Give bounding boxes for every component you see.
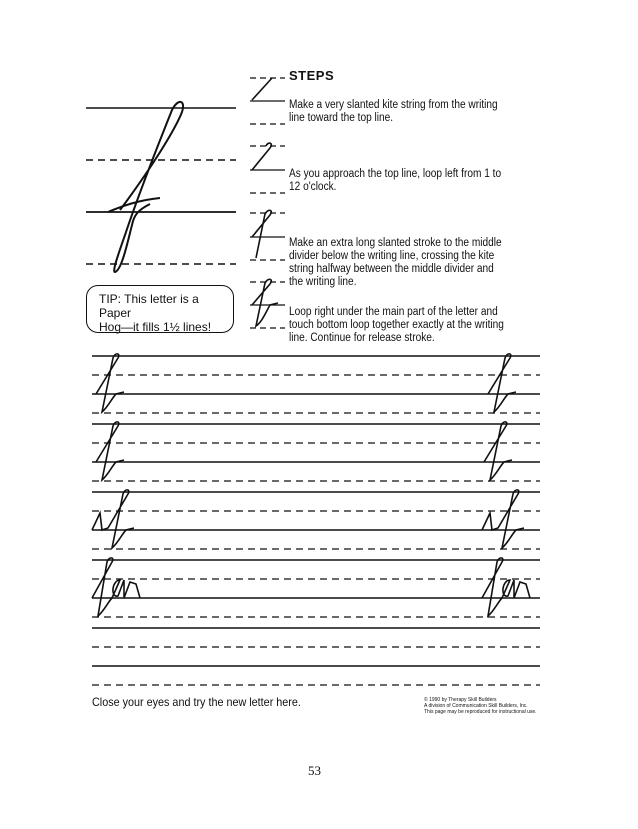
step-1-text: Make a very slanted kite string from the writing line toward the top line.: [289, 99, 498, 124]
credit-line-3: This page may be reproduced for instructional use.: [424, 709, 537, 715]
step-3-text: Make an extra long slanted stroke to the middle divider below the writing line, crossing the kite string halfway between the middle divider and the writing line.: [289, 237, 502, 288]
tip-line-1: TIP: This letter is a Paper: [99, 292, 199, 320]
steps-heading: STEPS: [289, 68, 335, 83]
closing-instruction: Close your eyes and try the new letter here.: [92, 695, 301, 709]
credit-line-1: © 1990 by Therapy Skill Builders: [424, 697, 497, 703]
step-4-text: Loop right under the main part of the letter and touch bottom loop together exactly at the writing line. Continue for release stroke.: [289, 306, 504, 344]
step-2-text: As you approach the top line, loop left from 1 to 12 o'clock.: [289, 168, 502, 193]
practice-models: [92, 354, 530, 616]
tip-box: [86, 285, 234, 333]
tip-line-2: Hog—it fills 1½ lines!: [99, 320, 212, 334]
model-letter-f: [108, 102, 183, 272]
page-number: 53: [308, 763, 321, 778]
credit-line-2: A division of Communication Skill Builders, Inc.: [424, 703, 528, 709]
